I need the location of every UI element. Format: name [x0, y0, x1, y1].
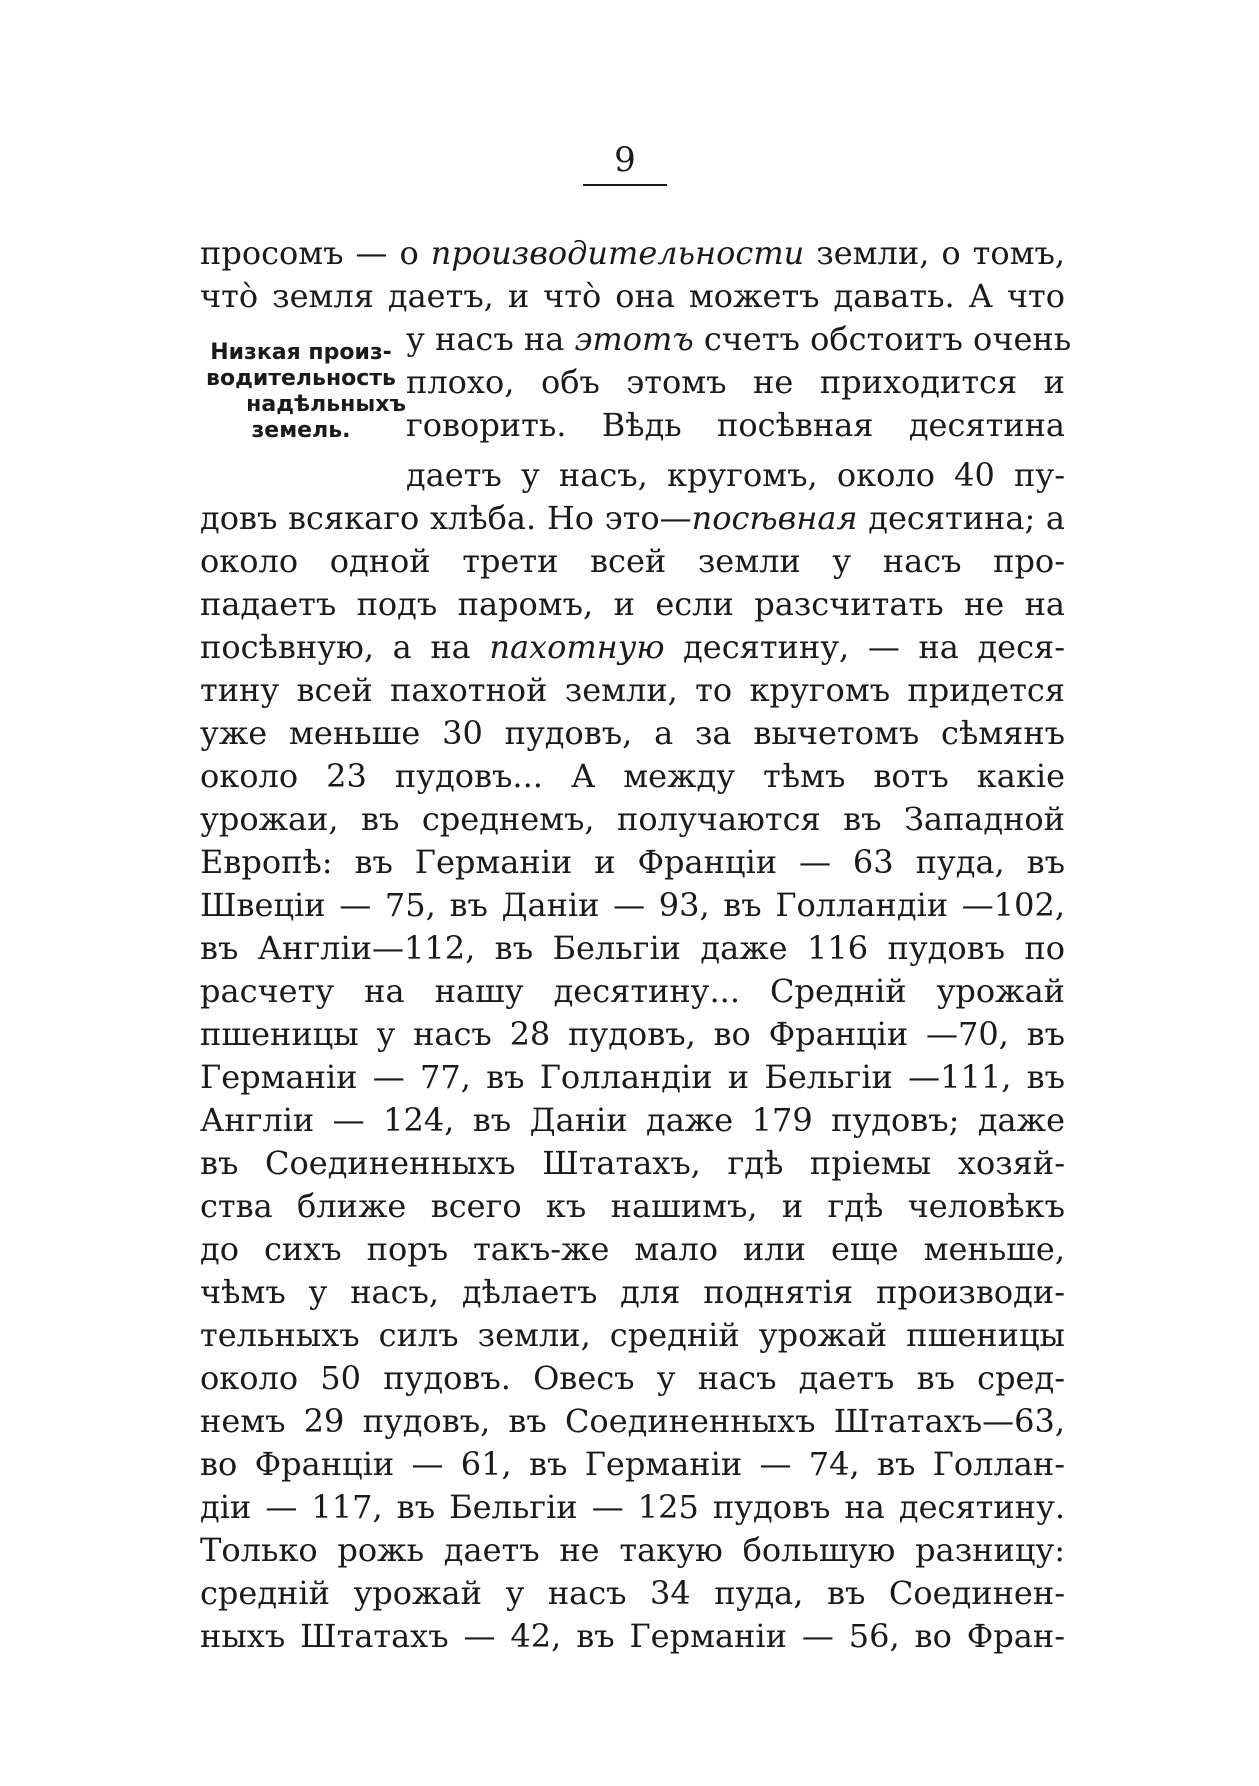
text-line: до сихъ поръ такъ-же мало или еще меньше,	[200, 1230, 1065, 1268]
text-line: около 50 пудовъ. Овесъ у насъ даетъ въ сред-	[200, 1359, 1065, 1397]
text-line: довъ всякаго хлѣба. Но это—посѣвная десятина; а	[200, 499, 1065, 537]
text-line: діи — 117, въ Бельгіи — 125 пудовъ на десятину.	[200, 1488, 1065, 1526]
text-line: Швеціи — 75, въ Даніи — 93, въ Голландіи —102,	[200, 886, 1065, 924]
text-line: Германіи — 77, въ Голландіи и Бельгіи —111, въ	[200, 1058, 1065, 1096]
page-number: 9	[614, 140, 636, 180]
text-line: чѣмъ у насъ, дѣлаетъ для поднятія производи-	[200, 1273, 1065, 1311]
text-line: даетъ у насъ, кругомъ, около 40 пу-	[406, 456, 1065, 494]
text-line: у насъ на этотъ счетъ обстоитъ очень	[406, 320, 1072, 358]
margin-note-line: Низкая произ-	[210, 340, 392, 365]
text-line: тельныхъ силъ земли, средній урожай пшеницы	[200, 1316, 1065, 1354]
text-line: говорить. Вѣдь посѣвная десятина	[406, 406, 1065, 444]
text-line: Англіи — 124, въ Даніи даже 179 пудовъ; даже	[200, 1101, 1065, 1139]
text-line: средній урожай у насъ 34 пуда, въ Соединен-	[200, 1574, 1065, 1612]
text-line: урожаи, въ среднемъ, получаются въ Западной	[200, 800, 1065, 838]
text-line: расчету на нашу десятину... Средній урожай	[200, 972, 1065, 1010]
text-line: въ Соединенныхъ Штатахъ, гдѣ пріемы хозяй-	[200, 1144, 1065, 1182]
text-line: около одной трети всей земли у насъ про-	[200, 542, 1065, 580]
text-line: ныхъ Штатахъ — 42, въ Германіи — 56, во Фран-	[200, 1617, 1065, 1655]
text-line: посѣвную, а на пахотную десятину, — на деся-	[200, 628, 1065, 666]
text-line: пшеницы у насъ 28 пудовъ, во Франціи —70, въ	[200, 1015, 1065, 1053]
text-line: Европѣ: въ Германіи и Франціи — 63 пуда, въ	[200, 843, 1065, 881]
margin-note-line: водительность	[206, 366, 396, 391]
text-line: около 23 пудовъ... А между тѣмъ вотъ какіе	[200, 757, 1065, 795]
text-line: уже меньше 30 пудовъ, а за вычетомъ сѣмянъ	[200, 714, 1065, 752]
text-line: во Франціи — 61, въ Германіи — 74, въ Голлан-	[200, 1445, 1065, 1483]
text-line: ства ближе всего къ нашимъ, и гдѣ человѣкъ	[200, 1187, 1065, 1225]
text-line: падаетъ подъ паромъ, и если разсчитать не на	[200, 585, 1065, 623]
text-line: просомъ — о производительности земли, о томъ,	[200, 234, 1066, 272]
text-line: плохо, объ этомъ не приходится и	[406, 363, 1065, 401]
body-text	[200, 232, 1072, 1658]
text-line: Только рожь даетъ не такую большую разницу:	[200, 1531, 1065, 1569]
page-number-rule	[583, 184, 667, 186]
text-line: немъ 29 пудовъ, въ Соединенныхъ Штатахъ—63,	[200, 1402, 1065, 1440]
margin-note-line: надѣльныхъ	[246, 392, 406, 417]
text-line: тину всей пахотной земли, то кругомъ придется	[200, 671, 1065, 709]
text-line: въ Англіи—112, въ Бельгіи даже 116 пудовъ по	[200, 929, 1065, 967]
text-line: что̀ земля даетъ, и что̀ она можетъ давать. А что	[200, 277, 1065, 315]
margin-note-line: земель.	[251, 418, 351, 443]
